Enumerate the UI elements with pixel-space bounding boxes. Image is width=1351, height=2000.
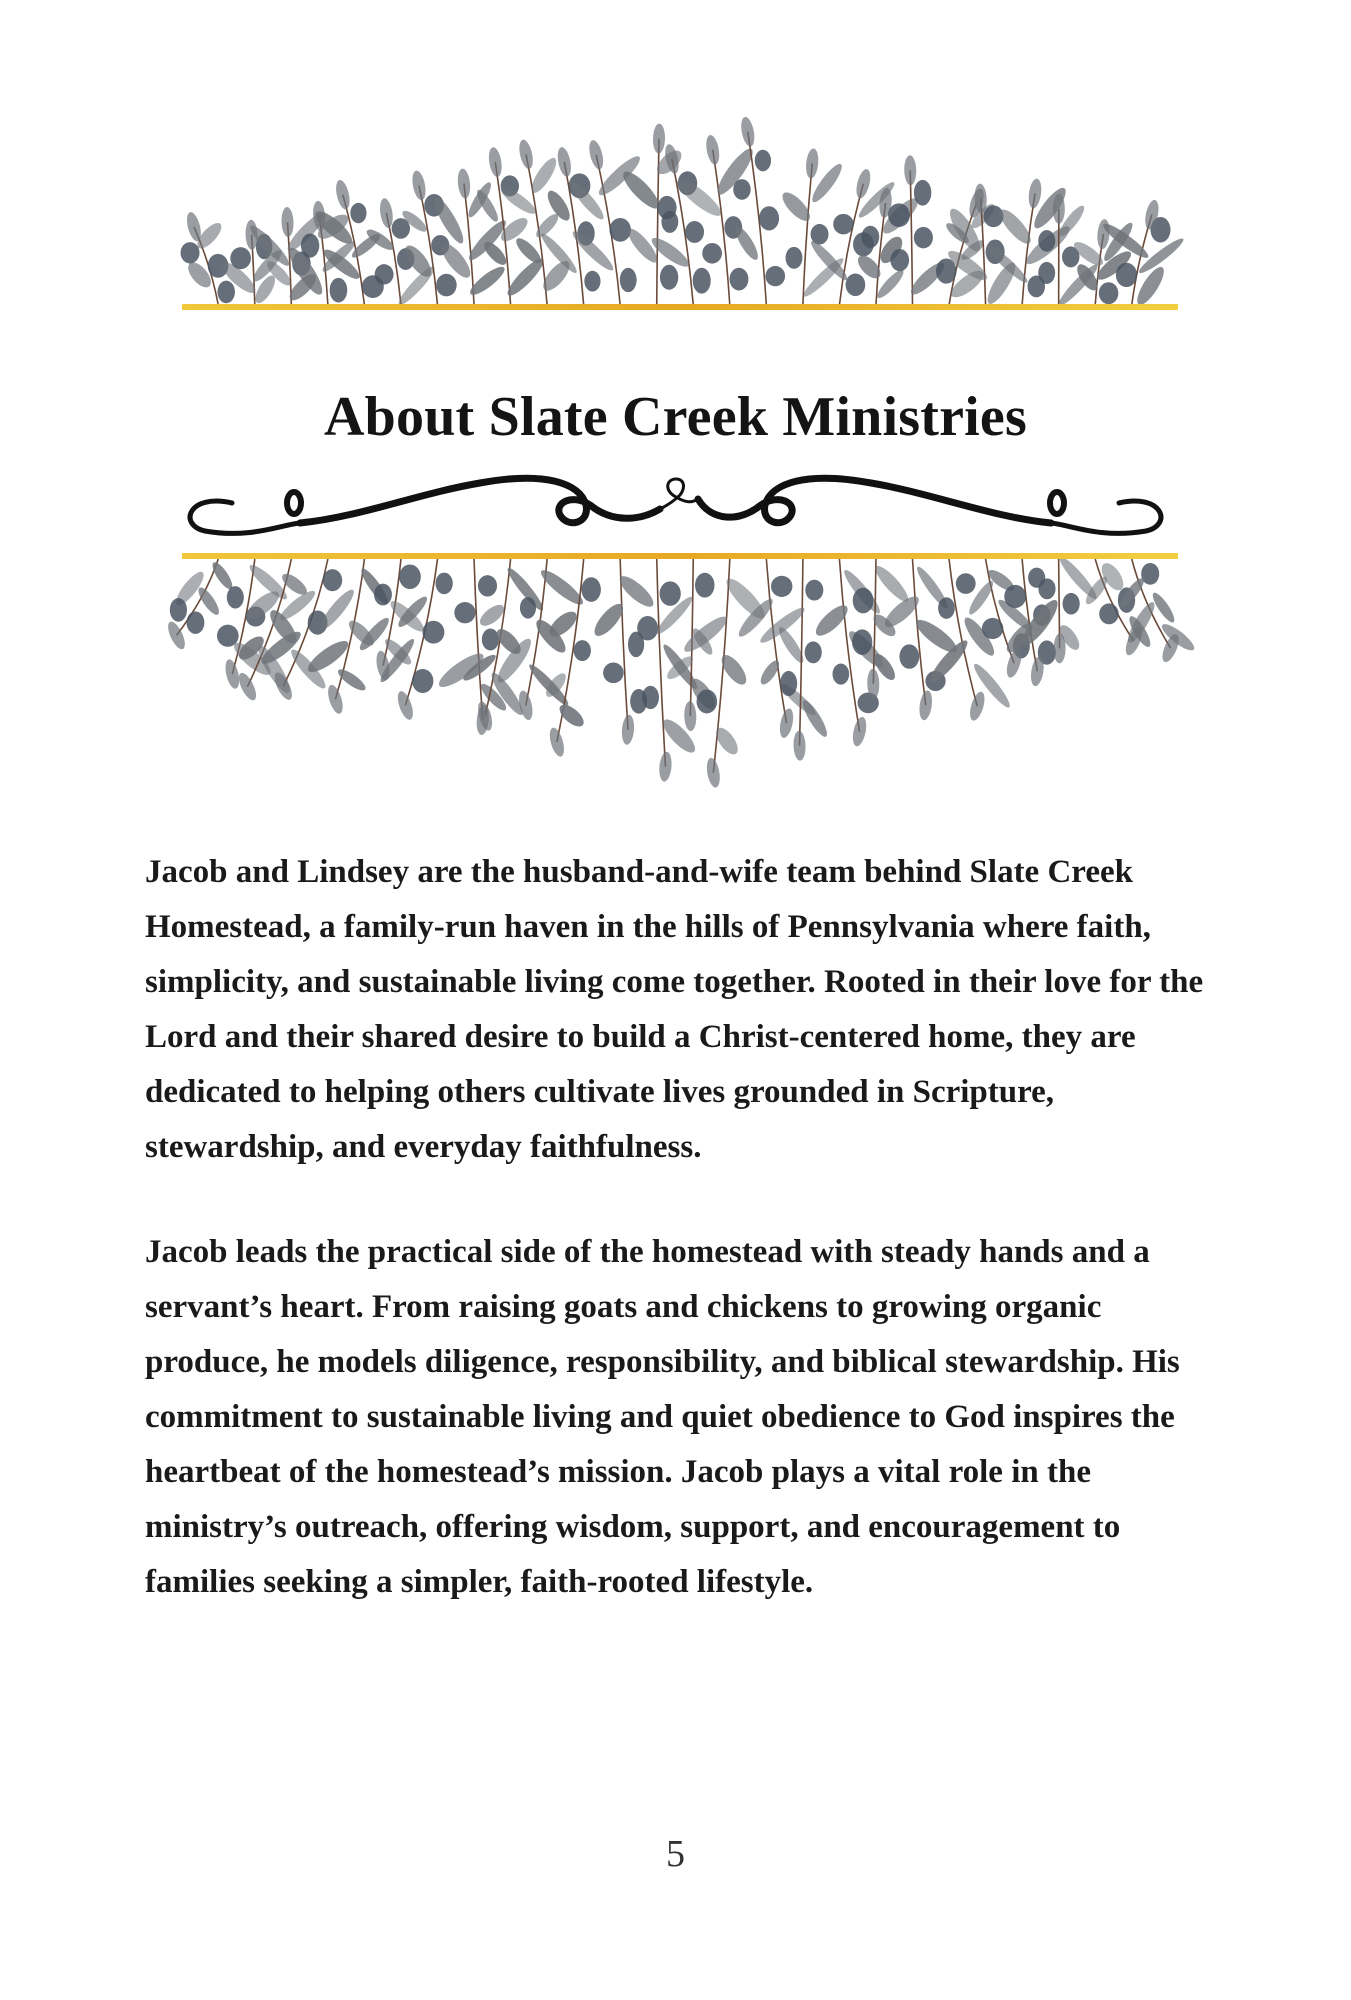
- paragraph-jacob: Jacob leads the practical side of the homestead with steady hands and a servant’s heart. From raising goats and chickens to growing organic produce, he models diligence, responsibility, and biblical stewardship. His commitment to sustainable living and quiet obedience to God inspires the heartbeat of the homestead’s mission. Jacob plays a vital role in the ministry’s outreach, offering wisdom, support, and encouragement to families seeking a simpler, faith-rooted lifestyle.: [145, 1234, 1180, 1600]
- page-number: 5: [666, 1833, 685, 1875]
- olive-branch-garland-bottom-icon: [0, 545, 1351, 795]
- paragraph-intro: Jacob and Lindsey are the husband-and-wife team behind Slate Creek Homestead, a family-run haven in the hills of Pennsylvania where faith, simplicity, and sustainable living come together. Rooted in their love for the Lord and their shared desire to build a Christ-centered home, they are dedicated to helping others cultivate lives grounded in Scripture, stewardship, and everyday faithfulness.: [145, 854, 1204, 1165]
- page-title: About Slate Creek Ministries: [324, 386, 1027, 448]
- olive-branch-garland-top-icon: [0, 100, 1351, 320]
